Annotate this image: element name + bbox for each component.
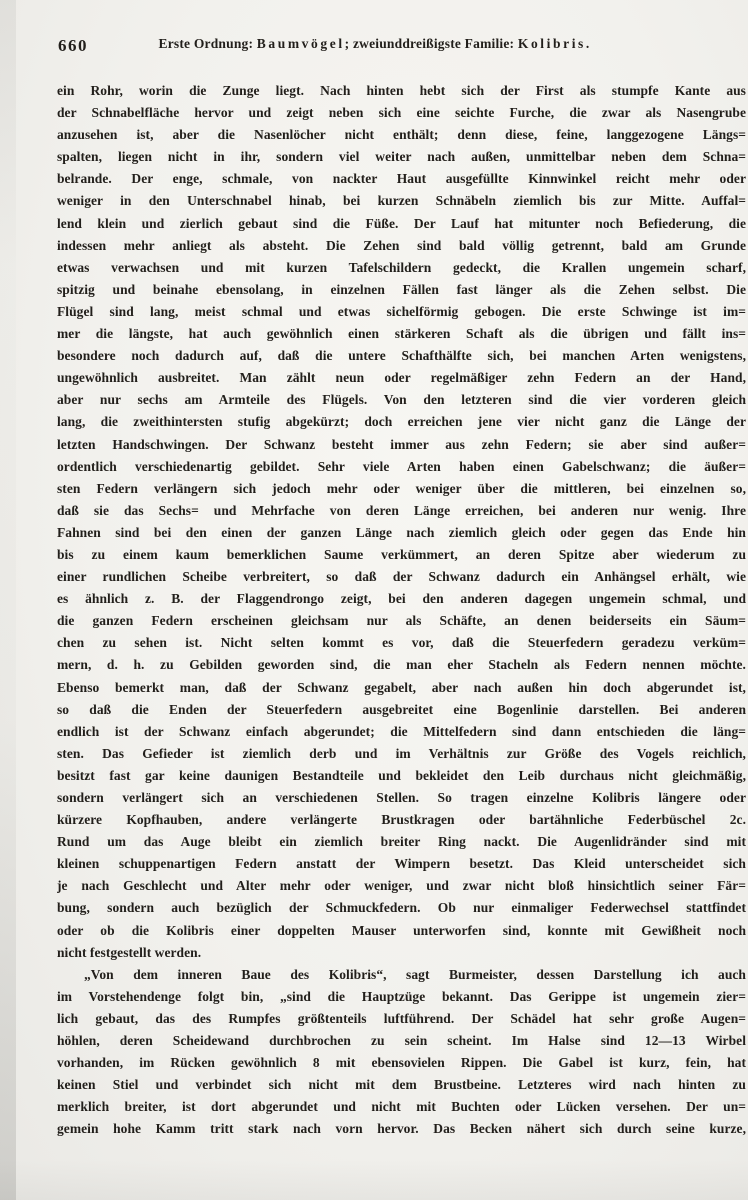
text-line: endlich ist der Schwanz einfach abgerundet; die Mittelfedern sind dann entschieden die läng= — [57, 723, 746, 739]
text-line: kleinen schuppenartigen Federn anstatt der Wimpern besetzt. Das Kleid unterscheidet sich — [57, 856, 746, 872]
text-line: keinen Stiel und verbindet sich nicht mit dem Brustbeine. Letzteres wird nach hinten zu — [57, 1077, 746, 1093]
text-line: ungewöhnlich ausbreitet. Man zählt neun oder regelmäßiger zehn Federn an der Hand, — [57, 370, 746, 386]
text-line: anzusehen ist, aber die Nasenlöcher nicht enthält; denn diese, feine, langgezogene Längs= — [57, 127, 746, 143]
text-line: daß sie das Sechs= und Mehrfache von deren Länge erreichen, bei anderen nur wenig. Ihre — [57, 502, 746, 518]
text-line: der Schnabelfläche hervor und zeigt neben sich eine seichte Furche, die zwar als Nasengrube — [57, 105, 746, 121]
text-line: lend klein und zierlich gebaut sind die Füße. Der Lauf hat mitunter noch Befiederung, die — [57, 215, 746, 231]
text-line: es ähnlich z. B. der Flaggendrongo zeigt, bei den anderen dagegen ungemein schmal, und — [57, 591, 746, 607]
text-line: je nach Geschlecht und Alter mehr oder weniger, und zwar nicht bloß hinsichtlich seiner Fär= — [57, 878, 746, 894]
text-line: kürzere Kopfhauben, andere verlängerte Brustkragen oder bartähnliche Federbüschel 2c. — [57, 812, 746, 828]
text-line: im Vorstehendenge folgt bin, „sind die Hauptzüge bekannt. Das Gerippe ist ungemein zier= — [57, 988, 746, 1004]
text-line: Fahnen sind bei den einen der ganzen Länge nach ziemlich gleich oder gegen das Ende hin — [57, 524, 746, 540]
text-line: nicht festgestellt werden. — [57, 944, 202, 960]
text-line: sondern verlängert sich an verschiedenen Stellen. So tragen einzelne Kolibris längere oder — [57, 790, 746, 805]
text-line: etwas verwachsen und mit kurzen Tafelschildern gedeckt, die Krallen ungemein scharf, — [57, 259, 746, 275]
running-title-end: . — [585, 36, 590, 51]
text-line: einer rundlichen Scheibe verbreitert, so daß der Schwanz dadurch ein Anhängsel erhält, wie — [57, 569, 746, 585]
text-line: weniger in den Unterschnabel hinab, bei kurzen Schnäbeln ziemlich bis zur Mitte. Auffal= — [57, 193, 746, 209]
text-line: letzten Handschwingen. Der Schwanz besteht immer aus zehn Federn; sie aber sind außer= — [57, 436, 746, 452]
text-line: ordentlich verschiedenartig gebildet. Sehr viele Arten haben einen Gabelschwanz; die äußer= — [57, 458, 746, 474]
text-line: Rund um das Auge bleibt ein ziemlich breiter Ring nackt. Die Augenlidränder sind mit — [57, 834, 746, 850]
text-line: mer die längste, hat auch gewöhnlich einen stärkeren Schaft als die übrigen und fällt ins= — [57, 326, 746, 342]
text-line: indessen mehr anliegt als absteht. Die Zehen sind bald völlig getrennt, bald am Grunde — [57, 237, 746, 253]
text-line: gemein hohe Kamm tritt stark nach vorn hervor. Das Becken nähert sich durch seine kurze, — [57, 1121, 746, 1137]
text-line: spalten, liegen nicht in ihr, sondern viel weiter nach außen, unmittelbar neben dem Schna= — [57, 149, 746, 165]
text-line: mern, d. h. zu Gebilden geworden sind, die man eher Stacheln als Federn nennen möchte. — [57, 657, 746, 673]
text-line: lang, die zweithintersten stufig abgekürzt; doch erreichen jene vier nicht ganz die Länge der — [57, 414, 746, 430]
text-line: vorhanden, im Rücken gewöhnlich 8 mit ebensovielen Rippen. Die Gabel ist kurz, fein, hat — [57, 1055, 746, 1071]
text-line: bis zu einem kaum bemerklichen Saume verkümmert, an deren Spitze aber wiederum zu — [57, 546, 746, 562]
text-line: besitzt fast gar keine daunigen Bestandteile und bekleidet den Leib durchaus nicht gleichmäßig, — [57, 767, 746, 783]
text-line: bung, sondern auch bezüglich der Schmuckfedern. Ob nur einmaliger Federwechsel stattfindet — [57, 900, 746, 916]
running-title-mid: ; zweiunddreißigste Familie: — [344, 36, 518, 51]
text-line: oder ob die Kolibris einer doppelten Mauser unterworfen sind, konnte mit Gewißheit noch — [57, 922, 746, 938]
text-line: belrande. Der enge, schmale, von nackter Haut ausgefüllte Kinnwinkel reicht mehr oder — [57, 171, 746, 187]
running-title-family: Kolibris — [517, 36, 586, 51]
body-text-block — [57, 80, 746, 1141]
page-header — [0, 36, 748, 58]
text-line: sten. Das Gefieder ist ziemlich derb und im Verhältnis zur Größe des Vogels reichlich, — [57, 745, 746, 761]
scan-edge-shadow-bottom — [0, 1160, 748, 1200]
text-line: chen zu sehen ist. Nicht selten kommt es vor, daß die Steuerfedern geradezu verküm= — [57, 635, 746, 651]
text-line: merklich breiter, ist dort abgerundet und nicht mit Buchten oder Lücken versehen. Der un= — [57, 1099, 746, 1115]
text-line: so daß die Enden der Steuerfedern ausgebreitet eine Bogenlinie darstellen. Bei anderen — [57, 701, 746, 717]
running-title-order: Baumvögel — [256, 36, 345, 51]
text-line: besondere noch dadurch auf, daß die untere Schafthälfte sich, bei manchen Arten wenigstens, — [57, 348, 746, 364]
text-line: sten Federn verlängern sich jedoch mehr oder weniger über die mittleren, bei einzelnen so, — [57, 480, 746, 496]
scan-edge-shadow-left — [0, 0, 16, 1200]
text-line: Ebenso bemerkt man, daß der Schwanz gegabelt, aber nach außen hin doch abgerundet ist, — [57, 679, 746, 695]
text-line: Flügel sind lang, meist schmal und etwas sichelförmig gebogen. Die erste Schwinge ist im= — [57, 303, 746, 319]
text-line: aber nur sechs am Armteile des Flügels. Von den letzteren sind die vier vorderen gleich — [57, 392, 746, 408]
text-line: ein Rohr, worin die Zunge liegt. Nach hinten hebt sich der First als stumpfe Kante aus — [57, 83, 746, 98]
text-line: höhlen, deren Scheidewand durchbrochen zu sein scheint. Im Halse sind 12—13 Wirbel — [57, 1033, 746, 1049]
text-line: lich gebaut, das des Rumpfes größtenteils luftführend. Der Schädel hat sehr große Augen= — [57, 1010, 746, 1026]
text-line: die ganzen Federn erscheinen gleichsam nur als Schäfte, an denen beiderseits ein Säum= — [57, 613, 746, 629]
running-title — [0, 36, 748, 52]
running-title-pre: Erste Ordnung: — [158, 36, 257, 51]
text-line: „Von dem inneren Baue des Kolibris“, sagt Burmeister, dessen Darstellung ich auch — [84, 966, 746, 982]
text-line: spitzig und beinahe ebensolang, in einzelnen Fällen fast länger als die Zehen selbst. Die — [57, 281, 746, 297]
page-number: 660 — [58, 36, 88, 55]
